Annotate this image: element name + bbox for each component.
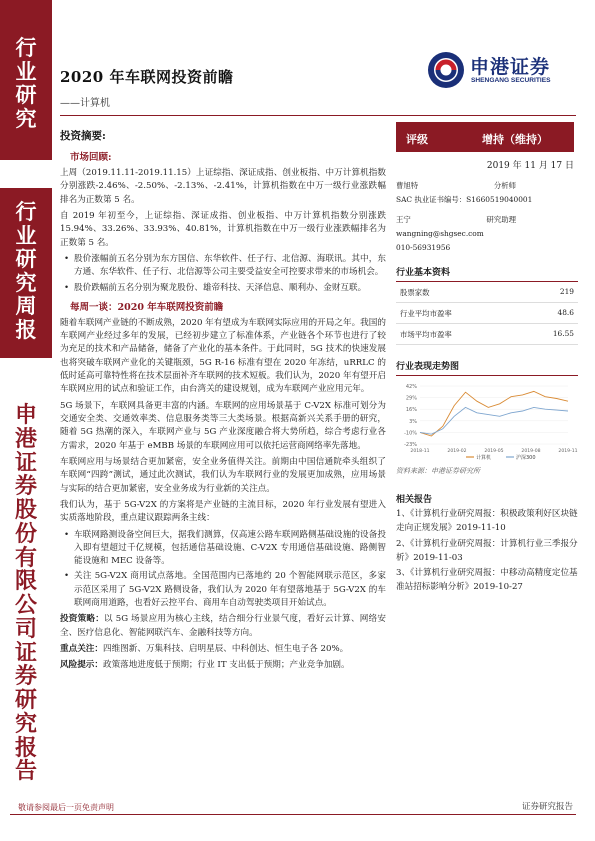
rating-label: 评级	[406, 133, 428, 146]
analyst1-name: 曹旭特	[396, 181, 419, 190]
sidebar-company: 申港证券股份有限公司证券研究报告	[14, 402, 37, 785]
chart-legend-label: 计算机	[476, 455, 492, 462]
table-row	[396, 324, 578, 345]
sidebar-top-band	[0, 0, 52, 160]
strategy-paragraph	[60, 613, 386, 640]
rating-box	[396, 122, 574, 152]
rating-value: 增持（维持）	[482, 133, 548, 146]
basic-data-heading: 行业基本资料	[396, 265, 578, 282]
risk-label: 风险提示：	[60, 660, 103, 671]
chart-y-tick-label: -23%	[404, 442, 417, 449]
sidebar-mid-band	[0, 188, 52, 358]
analyst2-name: 王宁	[396, 215, 411, 225]
table-row	[396, 303, 578, 324]
footer-label: 证券研究报告	[521, 802, 573, 812]
weekly-paragraph-2: 5G 场景下，车联网具备更丰富的内涵。车联网的应用场景基于 C-V2X 标准可划分为交通安全类、交通效率类、信息服务类等三大类场景。根据高新兴关系手册的研究，随着 5G 热潮的深入，车联网产业与 5G 产业深度融合将大势所趋，综合考虑行业各方需求，2020 年基于 eMBB 场景的车联网应用可以依托运营商网络率先落地。	[60, 400, 386, 451]
weekly-paragraph-4: 我们认为，基于 5G-V2X 的方案将是产业链的主流目标，2020 年行业发展有望进入实质落地阶段，重点建议跟踪两条主线：	[60, 499, 386, 524]
footer-divider	[10, 814, 576, 815]
table-row	[396, 282, 578, 303]
risk-text: 政策落地进度低于预期；行业 IT 支出低于预期；产业竞争加剧。	[102, 660, 350, 671]
chart-y-tick-label: 16%	[405, 407, 417, 414]
main-column	[60, 122, 386, 676]
sidebar-report-type: 行业研究周报	[15, 199, 37, 342]
chart-x-tick-label: 2018-11	[410, 449, 430, 455]
chart-x-tick-label: 2019-11	[558, 449, 578, 455]
header-divider	[60, 115, 576, 116]
list-item: • 车联网路测设备空间巨大，据我们测算，仅高速公路车联网路侧基础设施的设备投入即有望超过千亿规模，包括通信基础设施、C-V2X 专用通信基础设施、路侧智能设施和 MEC 设备等。	[60, 529, 386, 569]
report-subtitle: ——计算机	[60, 98, 110, 109]
chart-y-tick-label: 3%	[409, 419, 417, 426]
market-paragraph-2: 自 2019 年初至今，上证综指、深证成指、创业板指、中万计算机指数分别涨跌 15.94%、33.26%、33.93%、40.81%，计算机指数在中万一级行业涨跌幅排名为正数第 5 名。	[60, 210, 386, 248]
company-logo	[426, 50, 576, 90]
focus-text: 四维图新、万集科技、启明星辰、中科创达、恒生电子各 20%。	[102, 644, 349, 654]
stat-value: 219	[559, 287, 574, 297]
stat-value: 16.55	[552, 329, 574, 339]
right-column	[396, 122, 578, 597]
analyst-block	[396, 179, 578, 255]
market-paragraph-1: 上周（2019.11.11-2019.11.15）上证综指、深证成指、创业板指、中万计算机指数分别涨跌-2.46%、-2.50%、-2.13%、-2.41%，计算机指数在中万一级行业涨跌幅排名为正数第 5 名。	[60, 168, 386, 205]
chart-x-tick-label: 2019-08	[521, 449, 541, 455]
disclaimer-note: 敬请参阅最后一页免责声明	[18, 803, 114, 812]
logo-name: 申港证券	[470, 56, 551, 78]
stat-label: 行业平均市盈率	[400, 309, 452, 319]
weekly-paragraph-3: 车联网应用与场景结合更加紧密，安全业务值得关注。前期由中国信通院牵头组织了车联网“四跨”测试，通过此次测试，我们认为车联网行业的发展更加成熟，应用场景与实际的结合更加紧密，安全业务成为行业新的关注点。	[60, 456, 386, 494]
list-item: • 关注 5G-V2X 商用试点落地。全国范围内已落地约 20 个智能网联示范区，多家示范区采用了 5G-V2X 路侧设备，我们认为 2020 年有望落地基于 5G-V2X 的车联网商用道路，也看好云控平台、商用车自动驾驶类项目开始试点。	[60, 570, 386, 610]
chart-legend-label: 沪深300	[516, 455, 536, 462]
chart-y-tick-label: 42%	[405, 384, 417, 391]
chart-x-tick-label: 2019-02	[447, 449, 467, 455]
market-heading: 市场回顾:	[70, 152, 112, 163]
list-item[interactable]: 3、《计算机行业研究周报：中移动高精度定位基准站招标影响分析》2019-10-27	[396, 568, 578, 593]
analyst2-phone: 010-56931956	[396, 243, 451, 253]
focus-paragraph	[60, 643, 386, 656]
chart-y-tick-label: 29%	[405, 395, 417, 402]
analyst1-role: 分析师	[493, 181, 516, 190]
stat-value: 48.6	[557, 308, 574, 318]
logo-english: SHENGANG SECURITIES	[471, 77, 551, 84]
risk-paragraph	[60, 659, 386, 672]
sidebar-category: 行业研究	[15, 35, 37, 131]
stat-label: 市场平均市盈率	[400, 330, 452, 340]
trend-chart	[396, 382, 578, 462]
sidebar-bottom-band	[0, 386, 52, 826]
list-item: • 股价涨幅前五名分别为东方国信、东华软件、任子行、北信源、海联讯。其中，东方通、东华软件、任子行、北信源等公司主要受益安全可控要求带来的市场机会。	[60, 253, 386, 280]
strategy-label: 投资策略：	[60, 614, 104, 625]
strategy-text: 以 5G 场景应用为核心主线，结合细分行业景气度，看好云计算、网络安全、医疗信息化、智能网联汽车、金融科技等方向。	[60, 614, 386, 638]
trend-chart-svg	[396, 382, 578, 462]
analyst1-cert: SAC 执业证书编号：S1660519040001	[396, 195, 533, 205]
analyst2-email[interactable]: wangning@shgsec.com	[396, 229, 484, 239]
analyst2-role: 研究助理	[486, 215, 516, 225]
left-sidebar	[0, 0, 52, 841]
chart-x-tick-label: 2019-05	[484, 449, 504, 455]
weekly-heading: 每周一谈：2020 年车联网投资前瞻	[70, 301, 224, 313]
report-title: 2020 年车联网投资前瞻	[60, 68, 234, 86]
chart-y-tick-label: -10%	[404, 430, 417, 437]
report-date: 2019 年 11 月 17 日	[486, 161, 574, 171]
summary-heading: 投资摘要:	[60, 130, 106, 142]
weekly-paragraph-1: 随着车联网产业链的不断成熟，2020 年有望成为车联网实际应用的开局之年。我国的车联网产业经过多年的发展，已经初步建立了标准体系，产业链各个环节也进行了较为充足的技术和产品储备，储备了产业化的基本条件。于此同时，5G 技术的快速发展也将突破车联网产业化的关键瓶颈，5G R-16 标准有望在 2020 年冻结，uRRLC 的低时延高可靠特性将在技术层面补齐车联网的技术短板。我们认为，2020 年有望开启车联网应用的试点和验证工作，由台湾关的建设规划，成为车联网产业应用元年。	[60, 317, 386, 395]
related-reports-heading: 相关报告	[396, 495, 433, 506]
list-item[interactable]: 2、《计算机行业研究周报：计算机行业三季报分析》2019-11-03	[396, 538, 578, 563]
trend-heading: 行业表现走势图	[396, 359, 578, 376]
list-item[interactable]: 1、《计算机行业研究周报：积极政策利好区块链走向正规发展》2019-11-10	[396, 509, 578, 534]
logo-icon	[426, 50, 466, 90]
focus-label: 重点关注：	[60, 644, 103, 654]
chart-source: 资料来源：申港证券研究所	[396, 467, 480, 476]
list-item: • 股价跌幅前五名分别为聚龙股份、雄帝科技、天泽信息、顺利办、金财互联。	[60, 282, 386, 295]
stat-label: 股票家数	[400, 288, 430, 298]
